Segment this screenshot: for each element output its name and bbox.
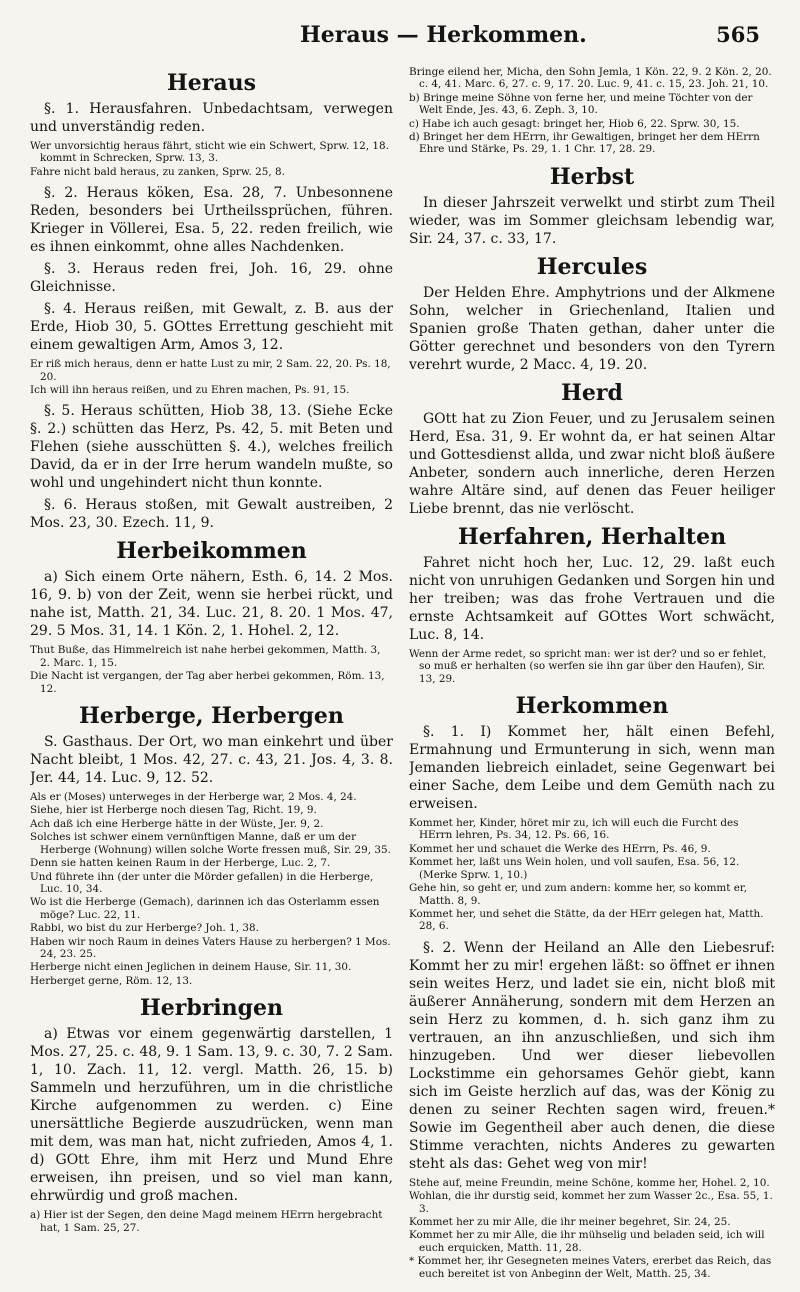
bible-reference: c) Habe ich auch gesagt: bringet her, Hiob 6, 22. Sprw. 30, 15.: [409, 117, 740, 130]
entry-heading: Herd: [561, 379, 623, 406]
bible-reference: Thut Buße, das Himmelreich ist nahe herbei gekommen, Matth. 3, 2. Marc. 1, 15.: [30, 644, 381, 669]
entry-herbeikommen: [30, 536, 393, 695]
entry-paragraph: Fahret nicht hoch her, Luc. 12, 29. laßt euch nicht von unruhigen Gedanken und Sorgen hin und her treiben; was das frohe Vertrauen und die ernste Achtsamkeit auf GOttes Wort schwächt, Luc. 8, 14.: [409, 554, 775, 643]
bible-reference: Wenn der Arme redet, so spricht man: wer ist der? und so er fehlet, so muß er herhalten (so werfen sie ihn gar über den Haufen), Sir. 13, 29.: [409, 647, 767, 685]
entry-paragraph: §. 2. Heraus köken, Esa. 28, 7. Unbesonnene Reden, besonders bei Urtheilssprüchen, führen. Krieger in Völlerei, Esa. 5, 22. reden freilich, wie es ihnen einkommt, ohne alles Nachdenken.: [30, 185, 393, 256]
entry-heading: Herbst: [549, 163, 635, 190]
bible-reference: * Kommet her, ihr Gesegneten meines Vaters, ererbet das Reich, das euch bereitet ist von Anbeginn der Welt, Matth. 25, 34.: [409, 1255, 772, 1280]
bible-reference: Stehe auf, meine Freundin, meine Schöne, komme her, Hohel. 2, 10.: [409, 1176, 770, 1189]
entry-paragraph: §. 4. Heraus reißen, mit Gewalt, z. B. aus der Erde, Hiob 30, 5. GOttes Errettung geschieht mit einem gewaltigen Arm, Amos 3, 12.: [30, 301, 393, 354]
bible-reference: Als er (Moses) unterweges in der Herberge war, 2 Mos. 4, 24.: [30, 791, 357, 804]
entry-heading: Herfahren, Herhalten: [457, 523, 727, 550]
entry-hercules: [409, 252, 775, 374]
entry-paragraph: Der Helden Ehre. Amphytrions und der Alkmene Sohn, welcher in Griechenland, Italien und Spanien große Thaten gethan, daher unter die Götter gerechnet und besonders von den Tyrern verehrt wurde, 2 Macc. 4, 19. 20.: [409, 284, 775, 373]
bible-reference: Rabbi, wo bist du zur Herberge? Joh. 1, 38.: [30, 922, 259, 935]
bible-reference: Herberget gerne, Röm. 12, 13.: [30, 974, 193, 987]
entry-herberge: [30, 701, 393, 987]
entry-heading: Herbeikommen: [116, 538, 307, 565]
left-column: [30, 66, 393, 1284]
entry-paragraph: §. 5. Heraus schütten, Hiob 38, 13. (Siehe Ecke §. 2.) schütten das Herz, Ps. 42, 5. mit Beten und Flehen (siehe ausschütten §. 4.), welches freilich David, da er in der Irre herum wandeln mußte, so wohl und ungehindert nicht thun konnte.: [30, 403, 393, 492]
bible-reference: Kommet her und schauet die Werke des HErrn, Ps. 46, 9.: [409, 842, 711, 855]
right-column: [409, 66, 775, 1284]
bible-reference: Solches ist schwer einem vernünftigen Manne, daß er um der Herberge (Wohnung) willen solche Worte fressen muß, Sir. 29, 35.: [30, 831, 391, 856]
entry-paragraph: §. 3. Heraus reden frei, Joh. 16, 29. ohne Gleichnisse.: [30, 261, 393, 296]
bible-reference: d) Bringet her dem HErrn, ihr Gewaltigen, bringet her dem HErrn Ehre und Stärke, Ps. 29, 1. 1 Chr. 17, 28. 29.: [409, 131, 760, 156]
bible-reference: Ich will ihn heraus reißen, und zu Ehren machen, Ps. 91, 15.: [30, 384, 350, 397]
entry-herfahren: [409, 522, 775, 685]
bible-reference: Siehe, hier ist Herberge noch diesen Tag, Richt. 19, 9.: [30, 804, 317, 817]
bible-reference: Die Nacht ist vergangen, der Tag aber herbei gekommen, Röm. 13, 12.: [30, 670, 385, 695]
bible-reference: Haben wir noch Raum in deines Vaters Hause zu herbergen? 1 Mos. 24, 23. 25.: [30, 935, 391, 960]
entry-paragraph: §. 1. Herausfahren. Unbedachtsam, verwegen und unverständig reden.: [30, 101, 393, 135]
bible-reference: Er riß mich heraus, denn er hatte Lust zu mir, 2 Sam. 22, 20. Ps. 18, 20.: [30, 358, 391, 383]
bible-reference: Ach daß ich eine Herberge hätte in der Wüste, Jer. 9, 2.: [30, 817, 324, 830]
entry-paragraph: In dieser Jahrszeit verwelkt und stirbt zum Theil wieder, was im Sommer gleichsam lebendig war, Sir. 24, 37. c. 33, 17.: [409, 194, 775, 247]
entry-paragraph: a) Sich einem Orte nähern, Esth. 6, 14. 2 Mos. 16, 9. b) von der Zeit, wenn sie herbei rückt, und nahe ist, Matth. 21, 34. Luc. 21, 8. 20. 1 Mos. 47, 29. 5 Mos. 31, 14. 1 Kön. 2, 1. Hohel. 2, 12.: [30, 569, 393, 640]
bible-reference: b) Bringe meine Söhne von ferne her, und meine Töchter von der Welt Ende, Jes. 43, 6. Zeph. 3, 10.: [409, 91, 753, 117]
bible-reference: Und führete ihn (der unter die Mörder gefallen) in die Herberge, Luc. 10, 34.: [30, 870, 374, 895]
entry-paragraph: §. 1. I) Kommet her, hält einen Befehl, Ermahnung und Ermunterung in sich, wenn man Jemanden liebreich einladet, seine Gegenwart bei einer Sache, dem Leibe und dem Gemüth nach zu erweisen.: [409, 724, 775, 813]
entry-heading: Herberge, Herbergen: [79, 703, 344, 730]
entry-heading: Heraus: [166, 70, 256, 96]
entry-herbringen: [30, 993, 393, 1234]
entry-paragraph: GOtt hat zu Zion Feuer, und zu Jerusalem seinen Herd, Esa. 31, 9. Er wohnt da, er hat seinen Altar und Gottesdienst allda, und zwar nicht bloß äußere Anbeter, sondern auch innerliche, deren Herzen wahre Altäre sind, auf denen das Feuer heiliger Liebe brennt, das nie verlöscht.: [409, 410, 775, 517]
bible-reference: Wo ist die Herberge (Gemach), darinnen ich das Osterlamm essen möge? Luc. 22, 11.: [30, 896, 380, 921]
bible-reference: Wer unvorsichtig heraus fährt, sticht wie ein Schwert, Sprw. 12, 18. kommt in Schrecken, Sprw. 13, 3.: [30, 140, 389, 165]
bible-reference: Gehe hin, so geht er, und zum andern: komme her, so kommt er, Matth. 8, 9.: [409, 882, 748, 907]
entry-heading: Herbringen: [139, 995, 284, 1022]
entry-paragraph: a) Etwas vor einem gegenwärtig darstellen, 1 Mos. 27, 25. c. 48, 9. 1 Sam. 13, 9. c. 30, 7. 2 Sam. 1, 10. Zach. 11, 12. vergl. Matth. 26, 15. b) Sammeln und herzuführen, um in die christliche Kirche aufgenommen zu werden. c) Eine unersättliche Begierde auszudrücken, wenn man mit dem, was man hat, nicht zufrieden, Amos 4, 1. d) GOtt Ehre, ihm mit Herz und Mund Ehre erweisen, ihn preisen, und so viel man kann, ehrwürdig und groß machen.: [30, 1026, 393, 1205]
entry-heading: Herkommen: [515, 693, 669, 720]
entry-herd: [409, 378, 775, 518]
entry-herbst: [409, 162, 775, 248]
bible-reference: Kommet her, Kinder, höret mir zu, ich will euch die Furcht des HErrn lehren, Ps. 34, 12. Ps. 66, 16.: [409, 817, 739, 842]
entry-herkommen: [409, 691, 775, 1280]
bible-reference: Denn sie hatten keinen Raum in der Herberge, Luc. 2, 7.: [30, 857, 331, 870]
bible-reference: Herberge nicht einen Jeglichen in deinem Hause, Sir. 11, 30.: [30, 961, 352, 974]
bible-reference: Kommet her, und sehet die Stätte, da der HErr gelegen hat, Matth. 28, 6.: [409, 907, 764, 933]
bible-reference: Bringe eilend her, Micha, den Sohn Jemla, 1 Kön. 22, 9. 2 Kön. 2, 20. c. 4, 41. Marc. 6, 27. c. 9, 17. 20. Luc. 9, 41. c. 15, 23. Joh. 21, 10.: [409, 66, 772, 91]
page-number: 565: [716, 22, 760, 47]
entry-paragraph: §. 6. Heraus stoßen, mit Gewalt austreiben, 2 Mos. 23, 30. Ezech. 11, 9.: [30, 497, 393, 532]
entry-paragraph: §. 2. Wenn der Heiland an Alle den Liebesruf: Kommt her zu mir! ergehen läßt: so öffnet er ihnen sein weites Herz, und ladet sie ein, nicht bloß mit äußerer Annäherung, sondern mit dem Herzen an sein Herz zu kommen, d. h. sich ganz ihm zu vertrauen, an ihn anzuschließen, und sich ihm hinzugeben. Und wer dieser liebevollen Lockstimme ein gehorsames Gehör giebt, kann sich im Geiste herzlich auf das, was der König zu denen zu seiner Rechten sagen wird, freuen.* Sowie im Gegentheil aber auch denen, die diese Stimme verachten, nichts Anderes zu gewarten steht als das: Gehet weg von mir!: [409, 939, 775, 1172]
bible-reference: a) Hier ist der Segen, den deine Magd meinem HErrn hergebracht hat, 1 Sam. 25, 27.: [30, 1209, 383, 1234]
page-header: [0, 18, 800, 52]
bible-reference: Kommet her zu mir Alle, die ihr mühselig und beladen seid, ich will euch erquicken, Matth. 11, 28.: [409, 1229, 765, 1254]
entry-heraus: [30, 68, 393, 532]
bible-reference: Kommet her zu mir Alle, die ihr meiner begehret, Sir. 24, 25.: [409, 1215, 731, 1228]
entry-heading: Hercules: [536, 253, 648, 280]
entry-paragraph: S. Gasthaus. Der Ort, wo man einkehrt und über Nacht bleibt, 1 Mos. 42, 27. c. 43, 21. Jos. 4, 3. 8. Jer. 44, 14. Luc. 9, 12. 52.: [30, 734, 393, 787]
bible-reference: Fahre nicht bald heraus, zu zanken, Sprw. 25, 8.: [30, 165, 285, 178]
running-head: Heraus — Herkommen.: [300, 22, 587, 48]
bible-reference: Kommet her, laßt uns Wein holen, und voll saufen, Esa. 56, 12. (Merke Sprw. 1, 10.): [409, 856, 740, 881]
bible-reference: Wohlan, die ihr durstig seid, kommet her zum Wasser 2c., Esa. 55, 1. 3.: [409, 1190, 773, 1215]
entry-herbringen-continued: [409, 66, 775, 156]
